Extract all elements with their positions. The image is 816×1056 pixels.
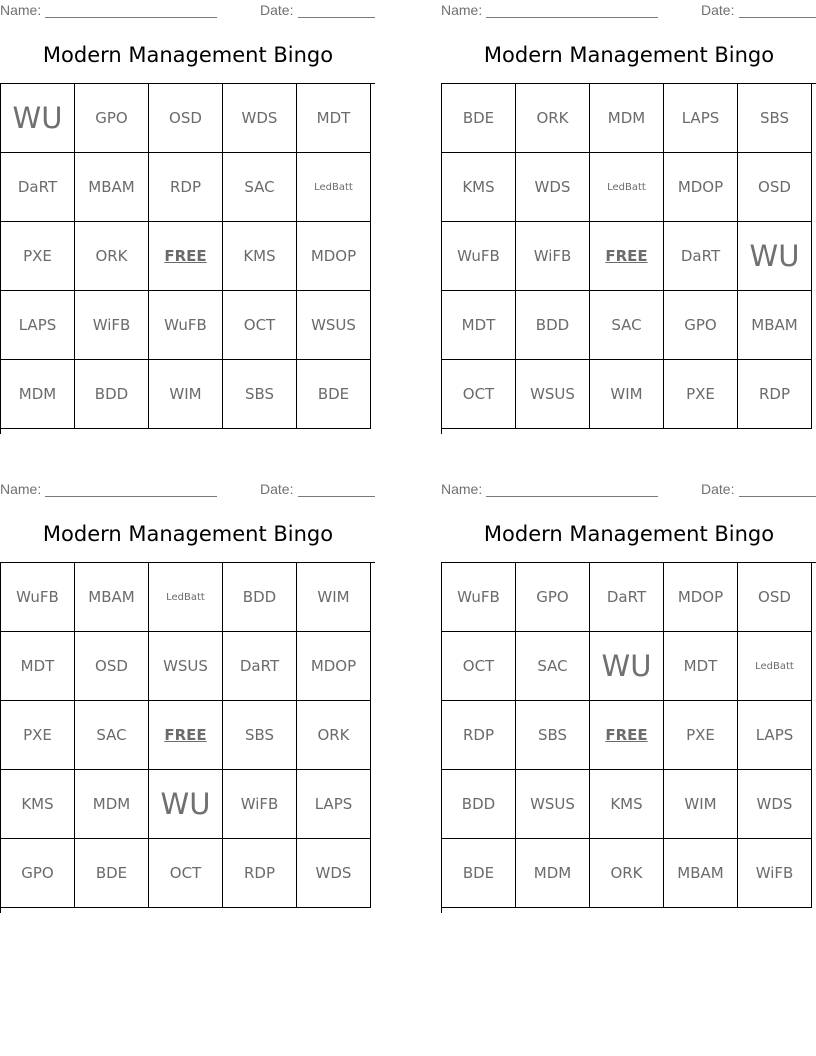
name-label: Name: bbox=[441, 481, 483, 497]
bingo-cell: OSD bbox=[738, 563, 812, 632]
bingo-cell: BDD bbox=[516, 291, 590, 360]
bingo-cell: WU bbox=[1, 84, 75, 153]
bingo-cell: WiFB bbox=[75, 291, 149, 360]
bingo-cell: SAC bbox=[590, 291, 664, 360]
bingo-cell: SBS bbox=[516, 701, 590, 770]
bingo-cell: WIM bbox=[149, 360, 223, 429]
bingo-cell: OSD bbox=[149, 84, 223, 153]
bingo-cell: LedBatt bbox=[149, 563, 223, 632]
bingo-grid bbox=[441, 562, 816, 913]
bingo-cell: GPO bbox=[1, 839, 75, 908]
bingo-cell: PXE bbox=[1, 701, 75, 770]
name-line bbox=[486, 496, 658, 497]
bingo-cell: MBAM bbox=[75, 153, 149, 222]
bingo-cell: GPO bbox=[75, 84, 149, 153]
bingo-cell: DaRT bbox=[664, 222, 738, 291]
bingo-cell: WDS bbox=[516, 153, 590, 222]
bingo-cell: KMS bbox=[1, 770, 75, 839]
bingo-cell: PXE bbox=[1, 222, 75, 291]
bingo-cell: MDM bbox=[1, 360, 75, 429]
bingo-cell: LAPS bbox=[1, 291, 75, 360]
bingo-cell: LAPS bbox=[297, 770, 371, 839]
date-label: Date: bbox=[701, 2, 735, 18]
bingo-cell: RDP bbox=[442, 701, 516, 770]
bingo-cell: PXE bbox=[664, 360, 738, 429]
bingo-cell: LAPS bbox=[738, 701, 812, 770]
bingo-cell: OCT bbox=[149, 839, 223, 908]
bingo-cell: OCT bbox=[442, 632, 516, 701]
bingo-cell: OCT bbox=[223, 291, 297, 360]
bingo-cell: ORK bbox=[590, 839, 664, 908]
bingo-cell: WuFB bbox=[442, 563, 516, 632]
bingo-cell: MBAM bbox=[738, 291, 812, 360]
bingo-cell: WSUS bbox=[516, 360, 590, 429]
bingo-cell: GPO bbox=[664, 291, 738, 360]
bingo-cell: MDM bbox=[75, 770, 149, 839]
bingo-cell: SAC bbox=[75, 701, 149, 770]
free-space: FREE bbox=[149, 701, 223, 770]
card-title: Modern Management Bingo bbox=[483, 43, 775, 67]
date-label: Date: bbox=[260, 2, 294, 18]
bingo-cell: OSD bbox=[75, 632, 149, 701]
bingo-cell: WSUS bbox=[516, 770, 590, 839]
bingo-cell: OSD bbox=[738, 153, 812, 222]
bingo-cell: WIM bbox=[297, 563, 371, 632]
bingo-cell: SAC bbox=[223, 153, 297, 222]
bingo-cell: SBS bbox=[223, 360, 297, 429]
bingo-cell: BDD bbox=[223, 563, 297, 632]
bingo-cell: SBS bbox=[223, 701, 297, 770]
bingo-cell: WU bbox=[149, 770, 223, 839]
date-line bbox=[739, 496, 816, 497]
free-space: FREE bbox=[590, 701, 664, 770]
bingo-cell: LAPS bbox=[664, 84, 738, 153]
bingo-cell: MBAM bbox=[664, 839, 738, 908]
bingo-cell: KMS bbox=[590, 770, 664, 839]
bingo-cell: MDT bbox=[442, 291, 516, 360]
bingo-cell: WSUS bbox=[297, 291, 371, 360]
bingo-cell: MDT bbox=[1, 632, 75, 701]
bingo-cell: DaRT bbox=[223, 632, 297, 701]
bingo-cell: BDE bbox=[297, 360, 371, 429]
bingo-cell: MDM bbox=[590, 84, 664, 153]
bingo-cell: WuFB bbox=[1, 563, 75, 632]
card-header bbox=[0, 481, 376, 499]
bingo-cell: WU bbox=[590, 632, 664, 701]
bingo-cell: SBS bbox=[738, 84, 812, 153]
bingo-cell: RDP bbox=[738, 360, 812, 429]
bingo-cell: ORK bbox=[516, 84, 590, 153]
bingo-cell: MDT bbox=[664, 632, 738, 701]
bingo-cell: WIM bbox=[590, 360, 664, 429]
bingo-cell: LedBatt bbox=[738, 632, 812, 701]
bingo-grid bbox=[0, 83, 375, 434]
bingo-cell: BDD bbox=[442, 770, 516, 839]
bingo-cell: WuFB bbox=[442, 222, 516, 291]
card-header bbox=[0, 2, 376, 20]
bingo-cell: RDP bbox=[223, 839, 297, 908]
date-line bbox=[298, 17, 375, 18]
bingo-cell: KMS bbox=[223, 222, 297, 291]
date-label: Date: bbox=[260, 481, 294, 497]
bingo-cell: BDE bbox=[442, 84, 516, 153]
bingo-cell: WiFB bbox=[738, 839, 812, 908]
bingo-cell: WiFB bbox=[516, 222, 590, 291]
free-space: FREE bbox=[149, 222, 223, 291]
bingo-grid bbox=[0, 562, 375, 913]
bingo-cell: PXE bbox=[664, 701, 738, 770]
name-line bbox=[45, 17, 217, 18]
bingo-cell: WuFB bbox=[149, 291, 223, 360]
bingo-cell: WDS bbox=[223, 84, 297, 153]
bingo-cell: MDOP bbox=[297, 632, 371, 701]
name-label: Name: bbox=[441, 2, 483, 18]
bingo-cell: MDM bbox=[516, 839, 590, 908]
bingo-cell: WSUS bbox=[149, 632, 223, 701]
bingo-cell: ORK bbox=[75, 222, 149, 291]
card-header bbox=[441, 481, 816, 499]
name-line bbox=[486, 17, 658, 18]
date-line bbox=[739, 17, 816, 18]
card-title: Modern Management Bingo bbox=[42, 522, 334, 546]
name-label: Name: bbox=[0, 481, 42, 497]
card-header bbox=[441, 2, 816, 20]
name-line bbox=[45, 496, 217, 497]
bingo-cell: MDOP bbox=[297, 222, 371, 291]
bingo-cell: DaRT bbox=[1, 153, 75, 222]
bingo-cell: KMS bbox=[442, 153, 516, 222]
bingo-cell: SAC bbox=[516, 632, 590, 701]
bingo-cell: BDE bbox=[75, 839, 149, 908]
bingo-cell: BDE bbox=[442, 839, 516, 908]
name-label: Name: bbox=[0, 2, 42, 18]
bingo-cell: WDS bbox=[297, 839, 371, 908]
bingo-cell: OCT bbox=[442, 360, 516, 429]
card-title: Modern Management Bingo bbox=[483, 522, 775, 546]
bingo-grid bbox=[441, 83, 816, 434]
bingo-cell: DaRT bbox=[590, 563, 664, 632]
date-line bbox=[298, 496, 375, 497]
bingo-cell: WDS bbox=[738, 770, 812, 839]
bingo-cell: MDOP bbox=[664, 563, 738, 632]
date-label: Date: bbox=[701, 481, 735, 497]
bingo-cell: LedBatt bbox=[297, 153, 371, 222]
bingo-cell: MDT bbox=[297, 84, 371, 153]
card-title: Modern Management Bingo bbox=[42, 43, 334, 67]
bingo-cell: RDP bbox=[149, 153, 223, 222]
free-space: FREE bbox=[590, 222, 664, 291]
bingo-cell: BDD bbox=[75, 360, 149, 429]
bingo-cell: WU bbox=[738, 222, 812, 291]
bingo-cell: MBAM bbox=[75, 563, 149, 632]
bingo-cell: WIM bbox=[664, 770, 738, 839]
bingo-cell: GPO bbox=[516, 563, 590, 632]
bingo-cell: ORK bbox=[297, 701, 371, 770]
bingo-cell: MDOP bbox=[664, 153, 738, 222]
bingo-cell: LedBatt bbox=[590, 153, 664, 222]
bingo-cell: WiFB bbox=[223, 770, 297, 839]
